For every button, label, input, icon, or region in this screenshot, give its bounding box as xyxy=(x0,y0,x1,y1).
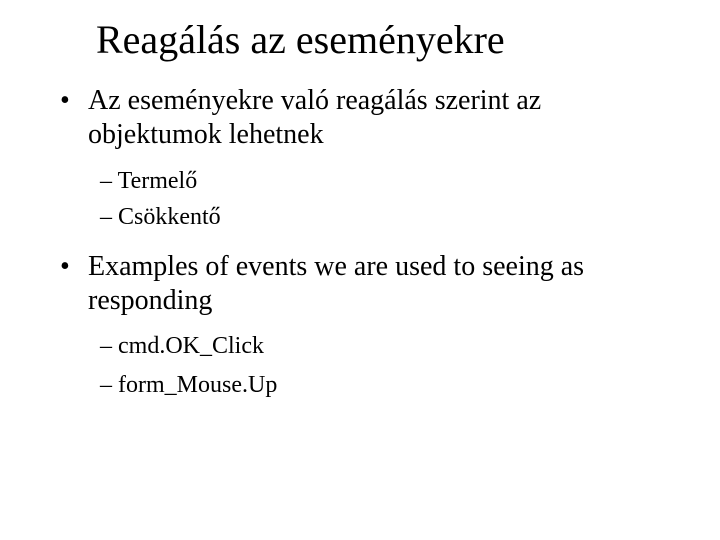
bullet-text: Examples of events we are used to seeing as responding xyxy=(88,251,585,316)
slide-title: Reagálás az eseményekre xyxy=(96,17,505,62)
sub-item-text: Csökkentő xyxy=(118,204,221,230)
bullet-item xyxy=(60,250,680,318)
sub-item-text: cmd.OK_Click xyxy=(118,333,264,359)
sub-item xyxy=(100,166,197,196)
sub-item xyxy=(100,331,264,361)
sub-item-marker: – xyxy=(100,204,112,230)
sub-item-text: form_Mouse.Up xyxy=(118,372,278,398)
bullet-item xyxy=(60,84,680,152)
sub-item xyxy=(100,202,221,232)
sub-item-marker: – xyxy=(100,168,112,194)
sub-item-marker: – xyxy=(100,333,112,359)
bullet-marker: • xyxy=(60,85,70,116)
sub-item-text: Termelő xyxy=(117,168,198,194)
bullet-text: Az eseményekre való reagálás szerint az objektumok lehetnek xyxy=(88,85,542,150)
sub-item-marker: – xyxy=(100,372,112,398)
sub-item xyxy=(100,370,277,400)
bullet-marker: • xyxy=(60,251,70,282)
